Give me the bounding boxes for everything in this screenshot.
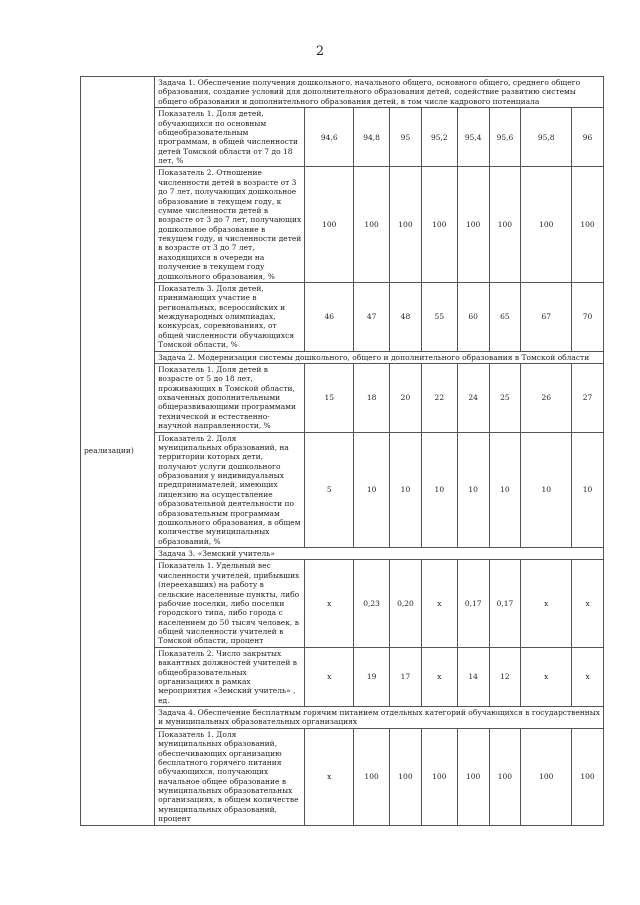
indicator-value: 24 bbox=[457, 363, 489, 432]
indicator-value: х bbox=[305, 647, 354, 706]
indicator-text: Показатель 1. Доля детей в возрасте от 5 до 18 лет, проживающих в Томской области, охваченных дополнительными общеразвивающими программами технической и естественно-научной направленности, % bbox=[155, 363, 305, 432]
indicator-value: 0,17 bbox=[457, 560, 489, 647]
indicator-value: 100 bbox=[521, 728, 572, 825]
indicator-value: 100 bbox=[457, 167, 489, 283]
indicator-value: 20 bbox=[390, 363, 422, 432]
indicator-value: 94,8 bbox=[354, 108, 390, 167]
indicator-value: 47 bbox=[354, 282, 390, 351]
indicator-value: 100 bbox=[305, 167, 354, 283]
indicator-value: 14 bbox=[457, 647, 489, 706]
indicator-value: 67 bbox=[521, 282, 572, 351]
indicator-value: 0,23 bbox=[354, 560, 390, 647]
indicator-value: 17 bbox=[390, 647, 422, 706]
indicator-value: 100 bbox=[572, 728, 604, 825]
indicator-value: 0,17 bbox=[489, 560, 521, 647]
task-title: Задача 2. Модернизация системы дошкольного, общего и дополнительного образования в Томской области bbox=[155, 351, 604, 363]
indicator-value: 95,8 bbox=[521, 108, 572, 167]
indicator-row bbox=[81, 728, 604, 825]
indicator-value: 100 bbox=[390, 728, 422, 825]
indicator-value: 10 bbox=[354, 432, 390, 548]
indicator-value: 96 bbox=[572, 108, 604, 167]
indicator-text: Показатель 1. Доля муниципальных образований, обеспечивающих организацию бесплатного горячего питания обучающихся, получающих начальное общее образование в муниципальных образовательных организациях, в общем количестве муниципальных образований, процент bbox=[155, 728, 305, 825]
indicator-text: Показатель 2. Отношение численности детей в возрасте от 3 до 7 лет, получающих дошкольное образование в текущем году, к сумме численности детей в возрасте от 3 до 7 лет, получающих дошкольное образование в текущем году, и численности детей в возрасте от 3 до 7 лет, находящихся в очереди на получение в текущем году дошкольного образования, % bbox=[155, 167, 305, 283]
table-body bbox=[81, 77, 604, 826]
indicator-value: 10 bbox=[489, 432, 521, 548]
indicator-value: 100 bbox=[489, 728, 521, 825]
indicator-value: 22 bbox=[421, 363, 457, 432]
indicator-text: Показатель 2. Число закрытых вакантных должностей учителей в общеобразовательных организациях в рамках мероприятия «Земский учитель» , ед. bbox=[155, 647, 305, 706]
indicator-row bbox=[81, 108, 604, 167]
indicator-value: 100 bbox=[489, 167, 521, 283]
indicator-value: 95 bbox=[390, 108, 422, 167]
indicator-value: 46 bbox=[305, 282, 354, 351]
indicator-row bbox=[81, 560, 604, 647]
indicator-value: 0,20 bbox=[390, 560, 422, 647]
page-number: 2 bbox=[315, 44, 325, 59]
task-row bbox=[81, 548, 604, 560]
indicator-value: 5 bbox=[305, 432, 354, 548]
indicator-value: 94,6 bbox=[305, 108, 354, 167]
indicator-value: 100 bbox=[457, 728, 489, 825]
indicator-value: 70 bbox=[572, 282, 604, 351]
task-title: Задача 3. «Земский учитель» bbox=[155, 548, 604, 560]
indicator-value: х bbox=[421, 647, 457, 706]
indicator-row bbox=[81, 363, 604, 432]
indicator-value: х bbox=[305, 728, 354, 825]
indicator-value: х bbox=[305, 560, 354, 647]
indicator-value: 60 bbox=[457, 282, 489, 351]
indicator-text: Показатель 3. Доля детей, принимающих участие в региональных, всероссийских и международных олимпиадах, конкурсах, соревнованиях, от общей численности обучающихся Томской области, % bbox=[155, 282, 305, 351]
indicator-value: 12 bbox=[489, 647, 521, 706]
indicator-text: Показатель 2. Доля муниципальных образований, на территории которых дети, получают услуги дошкольного образования у индивидуальных предпринимателей, имеющих лицензию на осуществление образовательной деятельности по образовательным программам дошкольного образования, в общем количестве муниципальных образований, % bbox=[155, 432, 305, 548]
indicator-row bbox=[81, 167, 604, 283]
indicator-value: 10 bbox=[521, 432, 572, 548]
indicator-value: 18 bbox=[354, 363, 390, 432]
task-row bbox=[81, 707, 604, 729]
indicator-value: 95,6 bbox=[489, 108, 521, 167]
indicator-value: 95,4 bbox=[457, 108, 489, 167]
indicator-row bbox=[81, 647, 604, 706]
indicator-value: 10 bbox=[457, 432, 489, 548]
indicator-value: 10 bbox=[390, 432, 422, 548]
indicator-value: 100 bbox=[390, 167, 422, 283]
indicator-value: 100 bbox=[354, 728, 390, 825]
indicator-value: х bbox=[521, 560, 572, 647]
task-title: Задача 4. Обеспечение бесплатным горячим питанием отдельных категорий обучающихся в государственных и муниципальных образовательных организациях bbox=[155, 707, 604, 729]
indicator-value: 19 bbox=[354, 647, 390, 706]
indicator-value: 95,2 bbox=[421, 108, 457, 167]
indicator-value: 10 bbox=[421, 432, 457, 548]
indicator-value: х bbox=[572, 647, 604, 706]
indicator-value: х bbox=[421, 560, 457, 647]
task-row bbox=[81, 77, 604, 108]
indicator-row bbox=[81, 282, 604, 351]
indicator-value: 100 bbox=[354, 167, 390, 283]
indicator-text: Показатель 1. Удельный вес численности учителей, прибывших (переехавших) на работу в сельские населенные пункты, либо рабочие поселки, либо поселки городского типа, либо города с населением до 50 тысяч человек, в общей численности учителей в Томской области, процент bbox=[155, 560, 305, 647]
indicator-value: 65 bbox=[489, 282, 521, 351]
indicator-value: х bbox=[572, 560, 604, 647]
indicator-value: 100 bbox=[572, 167, 604, 283]
indicator-value: 26 bbox=[521, 363, 572, 432]
indicator-value: 15 bbox=[305, 363, 354, 432]
indicator-text: Показатель 1. Доля детей, обучающихся по основным общеобразовательным программам, в общей численности детей Томской области от 7 до 18 лет, % bbox=[155, 108, 305, 167]
indicator-value: 27 bbox=[572, 363, 604, 432]
indicator-value: 10 bbox=[572, 432, 604, 548]
indicator-value: 25 bbox=[489, 363, 521, 432]
task-row bbox=[81, 351, 604, 363]
indicator-row bbox=[81, 432, 604, 548]
indicator-value: 100 bbox=[421, 167, 457, 283]
indicator-value: 100 bbox=[421, 728, 457, 825]
indicators-table bbox=[80, 76, 604, 826]
task-title: Задача 1. Обеспечение получения дошкольного, начального общего, основного общего, среднего общего образования, создание условий для дополнительного образования детей, содействие развитию системы общего образования и дополнительного образования детей, в том числе кадрового потенциала bbox=[155, 77, 604, 108]
indicator-value: 48 bbox=[390, 282, 422, 351]
indicator-value: 55 bbox=[421, 282, 457, 351]
indicator-value: х bbox=[521, 647, 572, 706]
side-label: реализации) bbox=[81, 77, 155, 826]
indicator-value: 100 bbox=[521, 167, 572, 283]
